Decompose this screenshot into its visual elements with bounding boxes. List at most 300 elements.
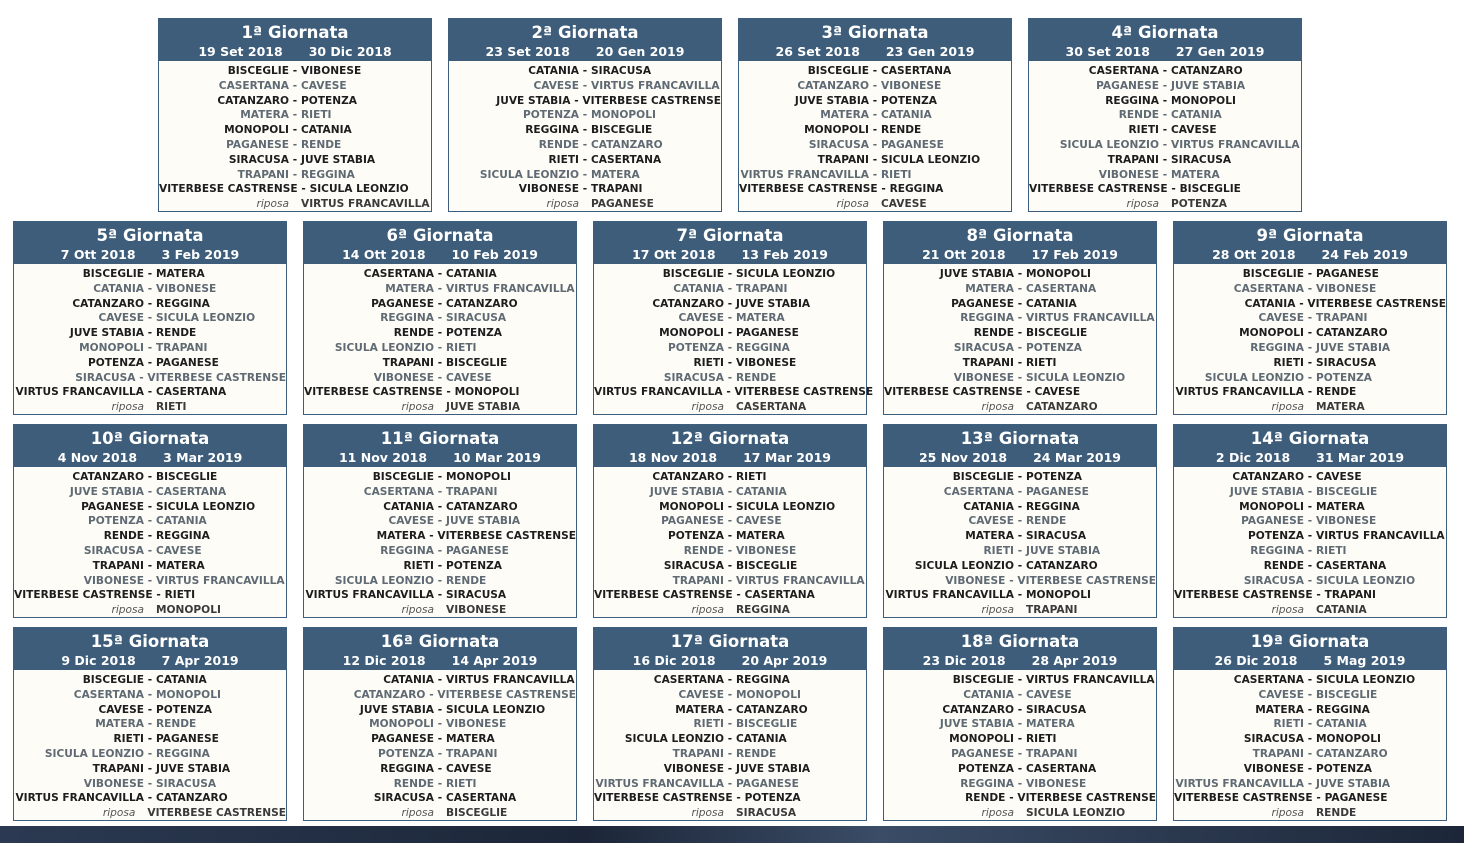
away-team: PAGANESE bbox=[736, 777, 799, 790]
home-team: VITERBESE CASTRENSE bbox=[14, 589, 153, 602]
home-team: MONOPOLI bbox=[804, 124, 869, 137]
away-team: SICULA LEONZIO bbox=[736, 500, 836, 513]
second-leg-date: 24 Feb 2019 bbox=[1321, 247, 1408, 262]
rest-spacer bbox=[1014, 806, 1026, 821]
match-row bbox=[594, 267, 866, 282]
home-team: PAGANESE bbox=[661, 515, 724, 528]
home-team: CASERTANA bbox=[363, 268, 434, 280]
match-row bbox=[739, 123, 1011, 138]
away-team: BISCEGLIE bbox=[1179, 183, 1241, 196]
away-team: MATERA bbox=[591, 168, 640, 181]
away-team: TRAPANI bbox=[1324, 589, 1376, 602]
away-team: CASERTANA bbox=[591, 153, 662, 166]
match-separator: - bbox=[1307, 327, 1313, 340]
away-team: JUVE STABIA bbox=[1171, 79, 1246, 92]
match-row bbox=[594, 762, 866, 777]
rest-row bbox=[14, 603, 286, 618]
match-row bbox=[739, 153, 1011, 168]
away-team: JUVE STABIA bbox=[156, 762, 231, 775]
away-team: POTENZA bbox=[1026, 341, 1082, 354]
match-row bbox=[1174, 777, 1446, 792]
match-row bbox=[1029, 64, 1301, 79]
home-team: MONOPOLI bbox=[79, 341, 144, 354]
match-row bbox=[1174, 282, 1446, 297]
match-row bbox=[1029, 94, 1301, 109]
away-team: TRAPANI bbox=[446, 485, 498, 498]
round-dates bbox=[1174, 247, 1446, 262]
home-team: VIRTUS FRANCAVILLA bbox=[885, 589, 1014, 602]
away-team: VITERBESE CASTRENSE bbox=[1017, 792, 1156, 805]
round-card bbox=[1173, 424, 1447, 618]
match-separator: - bbox=[872, 109, 878, 122]
match-row bbox=[1174, 470, 1446, 485]
home-team: SICULA LEONZIO bbox=[914, 559, 1014, 572]
match-row bbox=[594, 385, 874, 400]
match-row bbox=[304, 311, 576, 326]
round-header bbox=[594, 222, 866, 264]
away-team: CATANIA bbox=[301, 124, 352, 137]
round-dates bbox=[449, 44, 721, 59]
match-separator: - bbox=[727, 312, 733, 325]
round-header bbox=[884, 425, 1156, 467]
match-separator: - bbox=[1171, 183, 1176, 196]
home-team: CAVESE bbox=[678, 312, 724, 325]
match-row bbox=[884, 588, 1156, 603]
away-team: MATERA bbox=[1026, 718, 1075, 731]
match-separator: - bbox=[147, 733, 153, 746]
match-row bbox=[1174, 356, 1446, 371]
home-team: CASERTANA bbox=[1233, 674, 1304, 686]
away-team: CAVESE bbox=[1316, 471, 1362, 483]
home-team: BISCEGLIE bbox=[952, 674, 1014, 686]
round-title: 6ª Giornata bbox=[386, 226, 494, 245]
home-team: JUVE STABIA bbox=[939, 718, 1014, 731]
round-header bbox=[159, 19, 431, 61]
match-separator: - bbox=[1017, 268, 1023, 280]
match-row bbox=[304, 282, 576, 297]
rest-team: CATANZARO bbox=[1026, 401, 1098, 414]
match-separator: - bbox=[872, 94, 878, 107]
second-leg-date: 30 Dic 2018 bbox=[308, 44, 392, 59]
home-team: POTENZA bbox=[378, 747, 434, 760]
second-leg-date: 17 Mar 2019 bbox=[743, 450, 832, 465]
match-separator: - bbox=[582, 109, 588, 122]
away-team: POTENZA bbox=[881, 94, 937, 107]
rest-team: RENDE bbox=[1316, 807, 1357, 820]
match-separator: - bbox=[727, 574, 733, 587]
match-separator: - bbox=[292, 65, 298, 77]
match-list bbox=[304, 467, 576, 618]
match-row bbox=[159, 94, 431, 109]
away-team: CATANZARO bbox=[1316, 327, 1388, 340]
home-team: RENDE bbox=[973, 327, 1014, 340]
away-team: VIBONESE bbox=[1316, 282, 1377, 295]
match-separator: - bbox=[727, 500, 733, 513]
match-row bbox=[1174, 371, 1446, 386]
home-team: PAGANESE bbox=[1241, 515, 1304, 528]
second-leg-date: 13 Feb 2019 bbox=[741, 247, 828, 262]
match-row bbox=[1174, 326, 1446, 341]
home-team: MONOPOLI bbox=[659, 500, 724, 513]
home-team: VITERBESE CASTRENSE bbox=[884, 386, 1023, 399]
match-separator: - bbox=[147, 530, 153, 543]
home-team: REGGINA bbox=[1250, 544, 1304, 557]
match-row bbox=[304, 762, 576, 777]
away-team: CASERTANA bbox=[881, 65, 952, 77]
away-team: BISCEGLIE bbox=[1316, 688, 1378, 701]
round-card bbox=[1173, 627, 1447, 821]
match-row bbox=[449, 182, 721, 197]
match-separator: - bbox=[1307, 574, 1313, 587]
match-row bbox=[1174, 717, 1446, 732]
rest-label: riposa bbox=[111, 401, 144, 414]
match-list bbox=[594, 670, 866, 821]
match-separator: - bbox=[1017, 515, 1023, 528]
home-team: MONOPOLI bbox=[949, 733, 1014, 746]
round-dates bbox=[884, 450, 1156, 465]
away-team: MONOPOLI bbox=[454, 386, 520, 399]
match-row bbox=[594, 688, 866, 703]
match-separator: - bbox=[156, 589, 161, 602]
round-header bbox=[14, 425, 286, 467]
match-row bbox=[304, 341, 576, 356]
match-row bbox=[304, 791, 576, 806]
round-title: 9ª Giornata bbox=[1256, 226, 1364, 245]
match-row bbox=[594, 529, 866, 544]
round-header bbox=[14, 628, 286, 670]
match-separator: - bbox=[437, 733, 443, 746]
rest-spacer bbox=[1159, 197, 1171, 212]
match-row bbox=[159, 123, 431, 138]
home-team: VIRTUS FRANCAVILLA bbox=[305, 589, 434, 602]
match-row bbox=[14, 341, 286, 356]
match-row bbox=[1174, 747, 1446, 762]
match-list bbox=[304, 264, 576, 415]
rest-team: BISCEGLIE bbox=[446, 807, 508, 820]
away-team: POTENZA bbox=[1026, 471, 1082, 483]
round-title: 7ª Giornata bbox=[676, 226, 784, 245]
home-team: TRAPANI bbox=[382, 356, 434, 369]
away-team: VIBONESE bbox=[881, 79, 942, 92]
match-separator: - bbox=[736, 792, 741, 805]
match-separator: - bbox=[1017, 688, 1023, 701]
away-team: CAVESE bbox=[446, 371, 492, 384]
match-row bbox=[1029, 123, 1301, 138]
match-separator: - bbox=[437, 485, 443, 498]
away-team: MONOPOLI bbox=[591, 109, 656, 122]
match-separator: - bbox=[1307, 747, 1313, 760]
match-separator: - bbox=[147, 559, 153, 572]
away-team: PAGANESE bbox=[156, 356, 219, 369]
match-separator: - bbox=[147, 747, 153, 760]
home-team: VIRTUS FRANCAVILLA bbox=[1175, 386, 1304, 399]
match-separator: - bbox=[437, 297, 443, 310]
away-team: REGGINA bbox=[736, 674, 790, 686]
home-team: SIRACUSA bbox=[1243, 733, 1304, 746]
match-separator: - bbox=[429, 688, 434, 701]
home-team: BISCEGLIE bbox=[807, 65, 869, 77]
match-row bbox=[1174, 514, 1446, 529]
match-row bbox=[449, 168, 721, 183]
match-row bbox=[14, 688, 286, 703]
match-row bbox=[304, 485, 576, 500]
match-separator: - bbox=[292, 109, 298, 122]
match-row bbox=[594, 282, 866, 297]
home-team: BISCEGLIE bbox=[1242, 268, 1304, 280]
rest-row bbox=[159, 197, 431, 212]
home-team: RIETI bbox=[548, 153, 579, 166]
match-row bbox=[739, 64, 1011, 79]
match-separator: - bbox=[1017, 762, 1023, 775]
match-separator: - bbox=[727, 297, 733, 310]
match-row bbox=[14, 267, 286, 282]
home-team: SICULA LEONZIO bbox=[479, 168, 579, 181]
rest-spacer bbox=[724, 400, 736, 415]
away-team: POTENZA bbox=[744, 792, 801, 805]
away-team: VITERBESE CASTRENSE bbox=[147, 371, 286, 384]
away-team: MONOPOLI bbox=[156, 688, 221, 701]
match-separator: - bbox=[727, 544, 733, 557]
home-team: SIRACUSA bbox=[228, 153, 289, 166]
home-team: VIBONESE bbox=[83, 777, 144, 790]
round-dates bbox=[304, 450, 576, 465]
match-separator: - bbox=[147, 327, 153, 340]
away-team: BISCEGLIE bbox=[1316, 485, 1378, 498]
first-leg-date: 14 Ott 2018 bbox=[342, 247, 426, 262]
away-team: CASERTANA bbox=[156, 386, 227, 399]
match-row bbox=[884, 500, 1156, 515]
match-separator: - bbox=[1017, 485, 1023, 498]
match-separator: - bbox=[437, 559, 443, 572]
rest-spacer bbox=[144, 603, 156, 618]
away-team: CAVESE bbox=[301, 79, 347, 92]
match-row bbox=[304, 673, 576, 688]
match-separator: - bbox=[147, 341, 153, 354]
home-team: CATANZARO bbox=[72, 471, 144, 483]
match-separator: - bbox=[437, 356, 443, 369]
match-separator: - bbox=[1307, 674, 1313, 686]
match-row bbox=[594, 717, 866, 732]
match-separator: - bbox=[872, 153, 878, 166]
home-team: POTENZA bbox=[958, 762, 1014, 775]
match-row bbox=[884, 574, 1156, 589]
home-team: VITERBESE CASTRENSE bbox=[1174, 589, 1313, 602]
away-team: SICULA LEONZIO bbox=[736, 268, 836, 280]
match-row bbox=[304, 544, 576, 559]
match-row bbox=[304, 588, 576, 603]
match-separator: - bbox=[292, 168, 298, 181]
round-dates bbox=[884, 653, 1156, 668]
match-row bbox=[14, 762, 286, 777]
away-team: CATANIA bbox=[156, 515, 207, 528]
home-team: SICULA LEONZIO bbox=[334, 341, 434, 354]
away-team: VIRTUS FRANCAVILLA bbox=[156, 574, 285, 587]
match-row bbox=[1174, 732, 1446, 747]
away-team: CATANZARO bbox=[736, 703, 808, 716]
round-card bbox=[13, 221, 287, 415]
second-leg-date: 5 Mag 2019 bbox=[1323, 653, 1406, 668]
away-team: REGGINA bbox=[1316, 703, 1370, 716]
match-row bbox=[594, 485, 866, 500]
match-row bbox=[1174, 791, 1446, 806]
match-separator: - bbox=[1307, 733, 1313, 746]
away-team: RENDE bbox=[1026, 515, 1067, 528]
match-row bbox=[884, 282, 1156, 297]
match-row bbox=[1174, 311, 1446, 326]
match-row bbox=[449, 79, 721, 94]
home-team: RIETI bbox=[693, 718, 724, 731]
match-separator: - bbox=[147, 485, 153, 498]
away-team: CATANIA bbox=[736, 733, 787, 746]
match-separator: - bbox=[1017, 282, 1023, 295]
away-team: RIETI bbox=[446, 341, 477, 354]
away-team: MATERA bbox=[736, 530, 785, 543]
home-team: SIRACUSA bbox=[663, 371, 724, 384]
match-separator: - bbox=[437, 718, 443, 731]
match-row bbox=[304, 500, 576, 515]
home-team: SIRACUSA bbox=[83, 544, 144, 557]
match-row bbox=[304, 514, 576, 529]
match-row bbox=[14, 282, 286, 297]
match-row bbox=[449, 64, 721, 79]
match-row bbox=[1029, 168, 1301, 183]
match-row bbox=[1174, 485, 1446, 500]
match-row bbox=[449, 138, 721, 153]
away-team: CAVESE bbox=[156, 544, 202, 557]
match-row bbox=[884, 311, 1156, 326]
match-separator: - bbox=[1316, 792, 1321, 805]
match-list bbox=[1174, 467, 1446, 618]
rest-label: riposa bbox=[1271, 807, 1304, 820]
home-team: RIETI bbox=[1128, 124, 1159, 137]
match-list bbox=[594, 467, 866, 618]
away-team: SICULA LEONZIO bbox=[1316, 674, 1416, 686]
match-separator: - bbox=[292, 94, 298, 107]
match-separator: - bbox=[727, 530, 733, 543]
second-leg-date: 3 Mar 2019 bbox=[163, 450, 243, 465]
home-team: REGGINA bbox=[960, 777, 1014, 790]
match-row bbox=[1174, 673, 1446, 688]
home-team: RIETI bbox=[693, 356, 724, 369]
home-team: VIRTUS FRANCAVILLA bbox=[15, 386, 144, 399]
match-row bbox=[739, 168, 1011, 183]
home-team: TRAPANI bbox=[817, 153, 869, 166]
home-team: VITERBESE CASTRENSE bbox=[594, 589, 733, 602]
home-team: RIETI bbox=[1273, 718, 1304, 731]
match-row bbox=[1174, 267, 1446, 282]
home-team: CATANZARO bbox=[1232, 471, 1304, 483]
rest-label: riposa bbox=[1271, 401, 1304, 414]
home-team: JUVE STABIA bbox=[496, 94, 571, 107]
home-team: TRAPANI bbox=[962, 356, 1014, 369]
match-separator: - bbox=[1307, 718, 1313, 731]
match-row bbox=[1174, 385, 1446, 400]
match-row bbox=[1174, 297, 1446, 312]
match-row bbox=[1174, 500, 1446, 515]
home-team: CATANIA bbox=[93, 282, 144, 295]
match-row bbox=[14, 544, 286, 559]
home-team: PAGANESE bbox=[951, 297, 1014, 310]
second-leg-date: 7 Apr 2019 bbox=[161, 653, 239, 668]
home-team: JUVE STABIA bbox=[359, 703, 434, 716]
home-team: CATANIA bbox=[528, 65, 579, 77]
home-team: MATERA bbox=[385, 282, 434, 295]
match-separator: - bbox=[1307, 282, 1313, 295]
match-row bbox=[594, 544, 866, 559]
match-separator: - bbox=[147, 777, 153, 790]
round-card bbox=[303, 627, 577, 821]
match-separator: - bbox=[437, 777, 443, 790]
home-team: VITERBESE CASTRENSE bbox=[159, 183, 298, 196]
home-team: SIRACUSA bbox=[75, 371, 136, 384]
match-separator: - bbox=[1017, 777, 1023, 790]
second-leg-date: 14 Apr 2019 bbox=[451, 653, 538, 668]
away-team: SICULA LEONZIO bbox=[156, 500, 256, 513]
away-team: RIETI bbox=[164, 589, 196, 602]
first-leg-date: 26 Set 2018 bbox=[775, 44, 860, 59]
away-team: REGGINA bbox=[889, 183, 944, 196]
home-team: CAVESE bbox=[678, 688, 724, 701]
second-leg-date: 17 Feb 2019 bbox=[1031, 247, 1118, 262]
away-team: CAVESE bbox=[1034, 386, 1081, 399]
match-row bbox=[884, 732, 1156, 747]
home-team: VIRTUS FRANCAVILLA bbox=[595, 777, 724, 790]
second-leg-date: 20 Apr 2019 bbox=[741, 653, 828, 668]
rest-row bbox=[594, 400, 866, 415]
match-row bbox=[304, 529, 576, 544]
match-separator: - bbox=[1307, 485, 1313, 498]
rest-team: RIETI bbox=[156, 401, 187, 414]
match-row bbox=[1029, 138, 1301, 153]
match-separator: - bbox=[1017, 703, 1023, 716]
rest-row bbox=[884, 603, 1156, 618]
match-row bbox=[884, 688, 1156, 703]
match-separator: - bbox=[1316, 589, 1321, 602]
home-team: PAGANESE bbox=[81, 500, 144, 513]
match-separator: - bbox=[1307, 341, 1313, 354]
home-team: RENDE bbox=[965, 792, 1006, 805]
second-leg-date: 10 Feb 2019 bbox=[451, 247, 538, 262]
first-leg-date: 16 Dic 2018 bbox=[632, 653, 716, 668]
round-card bbox=[883, 627, 1157, 821]
away-team: POTENZA bbox=[1316, 371, 1372, 384]
match-row bbox=[1174, 688, 1446, 703]
match-separator: - bbox=[1017, 312, 1023, 325]
home-team: VIBONESE bbox=[373, 371, 434, 384]
home-team: VIRTUS FRANCAVILLA bbox=[740, 168, 869, 181]
round-header bbox=[304, 628, 576, 670]
match-row bbox=[14, 732, 286, 747]
away-team: POTENZA bbox=[1316, 762, 1372, 775]
away-team: BISCEGLIE bbox=[591, 124, 653, 137]
match-row bbox=[594, 703, 866, 718]
match-separator: - bbox=[292, 79, 298, 92]
rest-label: riposa bbox=[981, 807, 1014, 820]
match-row bbox=[304, 777, 576, 792]
away-team: CAVESE bbox=[736, 515, 782, 528]
match-separator: - bbox=[1307, 312, 1313, 325]
match-row bbox=[594, 574, 866, 589]
match-separator: - bbox=[1307, 559, 1313, 572]
match-row bbox=[304, 371, 576, 386]
home-team: MONOPOLI bbox=[1239, 327, 1304, 340]
match-row bbox=[739, 94, 1011, 109]
away-team: CATANIA bbox=[1026, 297, 1077, 310]
home-team: CASERTANA bbox=[943, 485, 1014, 498]
round-title: 13ª Giornata bbox=[960, 429, 1080, 448]
match-separator: - bbox=[1017, 559, 1023, 572]
away-team: VIRTUS FRANCAVILLA bbox=[736, 574, 865, 587]
